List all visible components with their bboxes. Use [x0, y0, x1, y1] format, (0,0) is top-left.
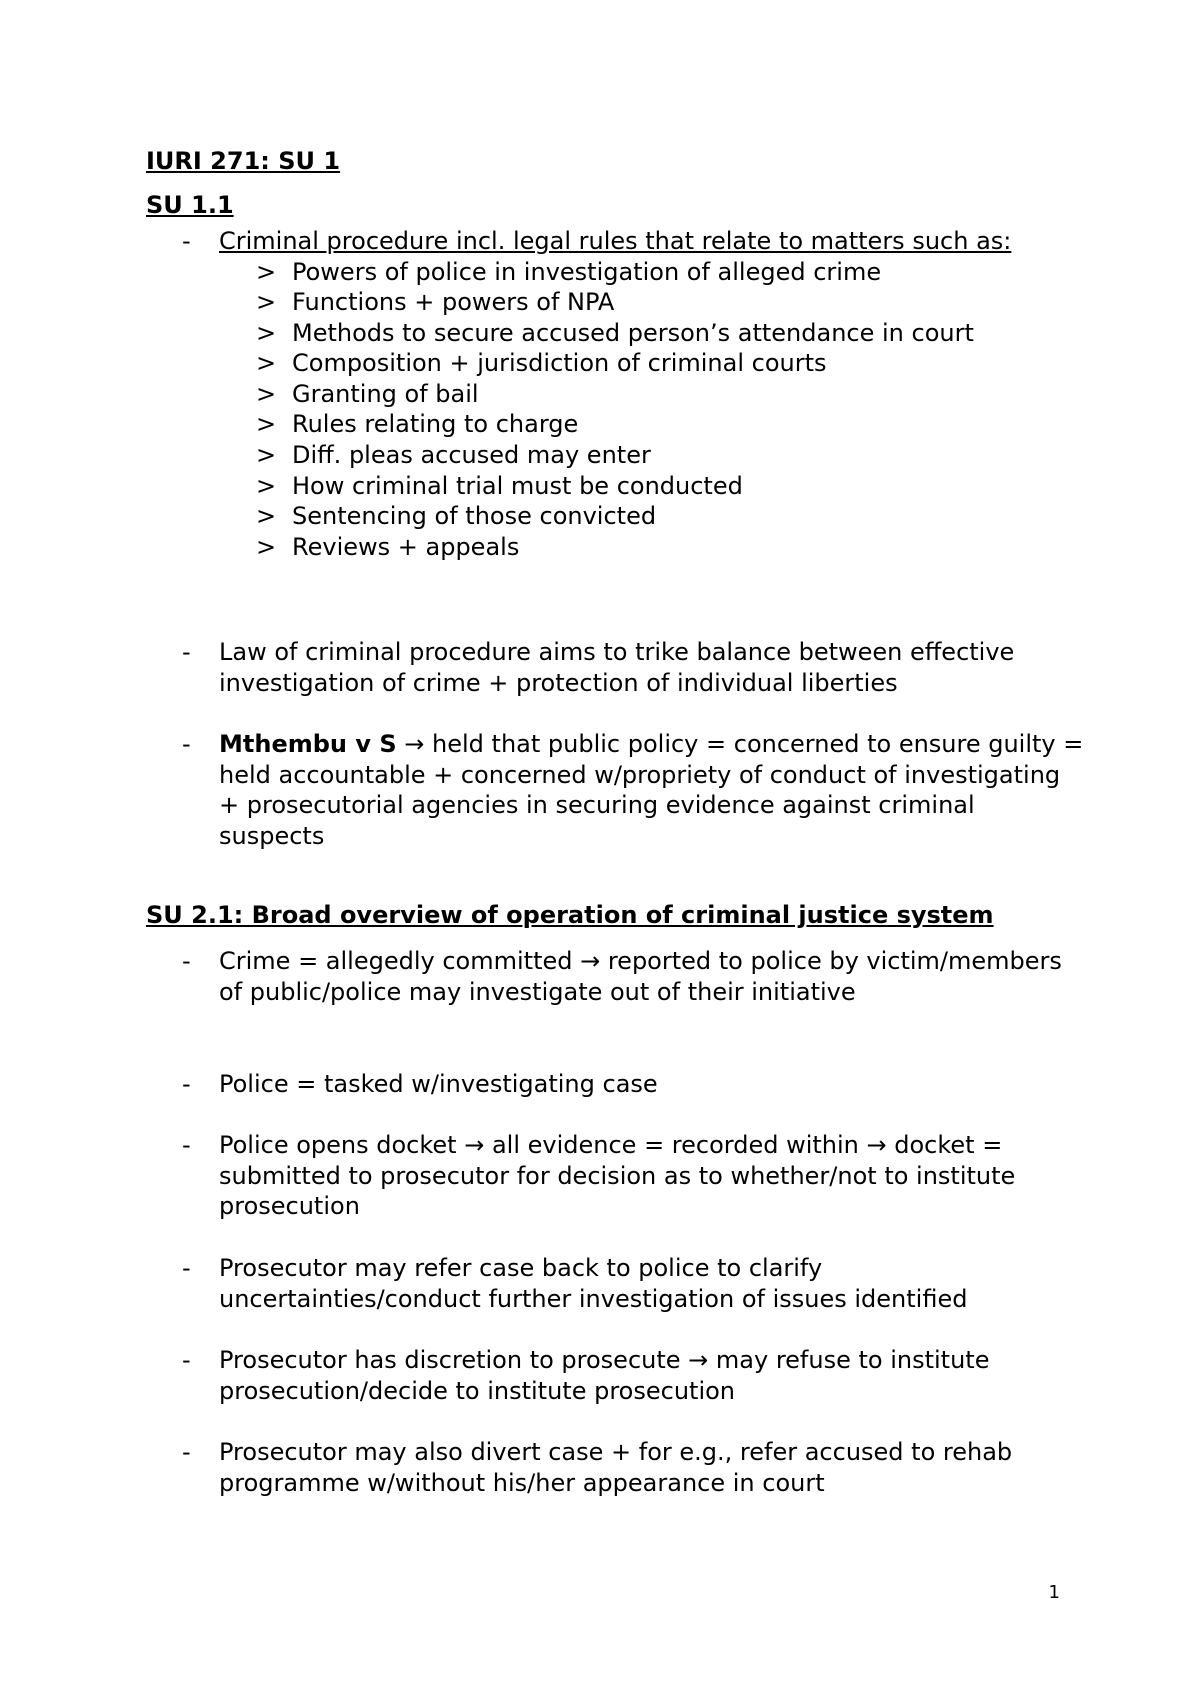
list-item: > Diff. pleas accused may enter — [256, 441, 651, 470]
section-heading-1-1: SU 1.1 — [146, 191, 234, 219]
list-item: > Rules relating to charge — [256, 410, 579, 439]
list-item: > Powers of police in investigation of alleged crime — [256, 257, 882, 286]
section-2-1-point-5 — [146, 1345, 1086, 1406]
bullet-marker: > — [256, 379, 277, 408]
list-item: - Police opens docket → all evidence = recorded within → docket = submitted to prosecutor for decision as to whether/not to institute prosecution — [182, 1131, 1016, 1220]
dash-marker: - — [182, 1346, 191, 1374]
list-item: - Crime = allegedly committed → reported to police by victim/members of public/police may investigate out of their initiative — [182, 947, 1062, 1006]
page-number: 1 — [1048, 1582, 1060, 1603]
list-item: > Sentencing of those convicted — [256, 502, 657, 531]
section-2-1-point-2 — [146, 1069, 1086, 1100]
balance-point-block — [146, 637, 1086, 698]
dash-marker: - — [182, 638, 191, 666]
case-block — [146, 729, 1086, 851]
intro-text: Criminal procedure incl. legal rules that relate to matters such as: — [219, 227, 1012, 255]
list-item: > Granting of bail — [256, 379, 479, 408]
bullet-marker: > — [256, 318, 277, 347]
list-item: - Prosecutor has discretion to prosecute → may refuse to institute prosecution/decide to institute prosecution — [182, 1346, 990, 1405]
list-item: - Prosecutor may refer case back to police to clarify uncertainties/conduct further investigation of issues identified — [182, 1254, 968, 1313]
bullet-marker: > — [256, 288, 277, 317]
section-2-1-point-4 — [146, 1253, 1086, 1314]
bullet-marker: > — [256, 471, 277, 500]
dash-marker: - — [182, 730, 191, 758]
list-item: > Composition + jurisdiction of criminal courts — [256, 349, 827, 378]
arrow-icon: → — [404, 730, 425, 758]
bullet-marker: > — [256, 257, 277, 286]
case-text: held that public policy = concerned to ensure guilty = held accountable + concerned w/propriety of conduct of investigating + prosecutorial agencies in securing evidence against criminal suspects — [219, 730, 1084, 850]
bullet-marker: > — [256, 410, 277, 439]
section-heading-2-1: SU 2.1: Broad overview of operation of criminal justice system — [146, 901, 994, 929]
balance-point-text: Law of criminal procedure aims to trike balance between effective investigation of crime + protection of individual liberties — [219, 638, 1015, 697]
list-item — [146, 226, 1086, 257]
list-item: > How criminal trial must be conducted — [256, 471, 743, 500]
case-name: Mthembu v S — [219, 730, 397, 758]
bullet-marker: > — [256, 441, 277, 470]
section-2-1-point-3 — [146, 1130, 1086, 1222]
section-2-1-point-6 — [146, 1437, 1086, 1498]
list-item — [146, 729, 1086, 851]
matters-list — [146, 257, 1086, 563]
dash-marker: - — [182, 1254, 191, 1282]
dash-marker: - — [182, 227, 191, 255]
list-item: - Police = tasked w/investigating case — [182, 1070, 658, 1098]
section-2-1-point-1 — [146, 946, 1086, 1007]
list-item: > Reviews + appeals — [256, 532, 520, 561]
list-item: - Prosecutor may also divert case + for e.g., refer accused to rehab programme w/without his/her appearance in court — [182, 1438, 1013, 1497]
dash-marker: - — [182, 1131, 191, 1159]
dash-marker: - — [182, 947, 191, 975]
list-item: > Functions + powers of NPA — [256, 288, 615, 317]
bullet-marker: > — [256, 349, 277, 378]
dash-marker: - — [182, 1438, 191, 1466]
list-item — [146, 637, 1086, 698]
bullet-marker: > — [256, 532, 277, 561]
course-title: IURI 271: SU 1 — [146, 147, 341, 175]
bullet-marker: > — [256, 502, 277, 531]
list-item: > Methods to secure accused person’s attendance in court — [256, 318, 974, 347]
section-1-1-intro-block — [146, 226, 1086, 562]
dash-marker: - — [182, 1070, 191, 1098]
